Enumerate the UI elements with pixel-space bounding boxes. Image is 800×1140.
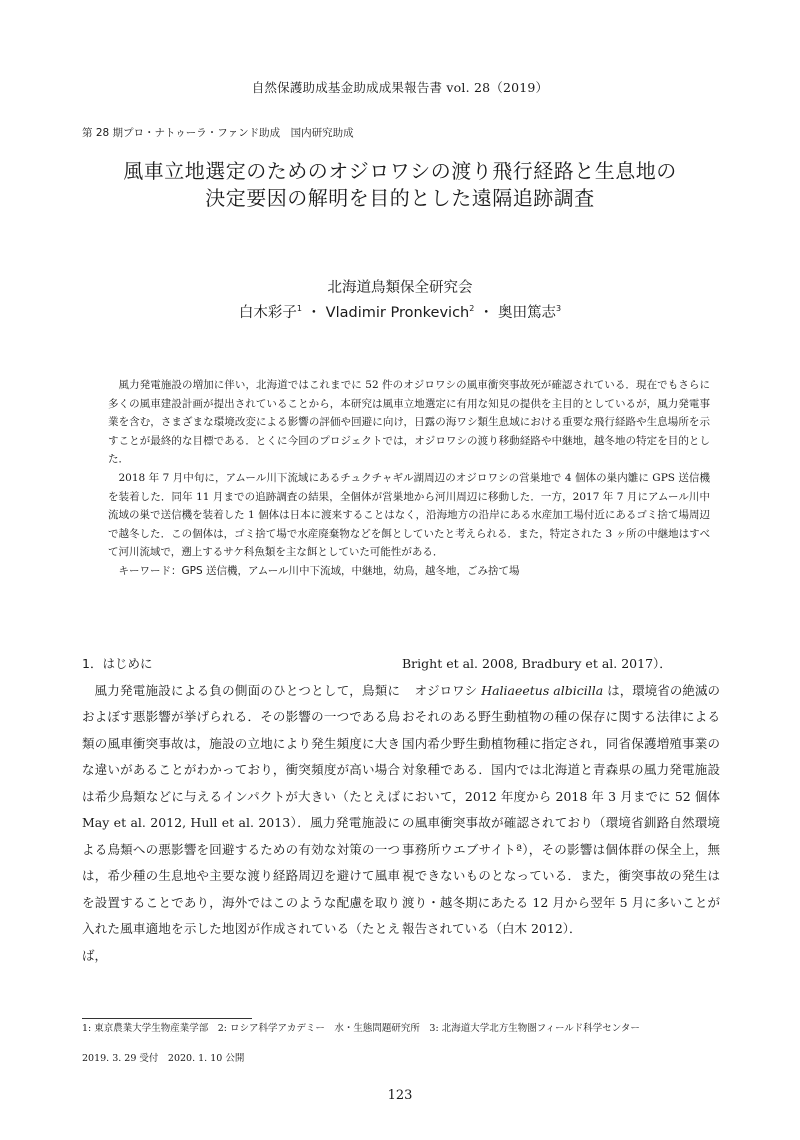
author-name: 奥田篤志 [498, 305, 557, 321]
author-list [0, 301, 800, 322]
article-title [0, 158, 800, 212]
body-column-left [82, 651, 400, 969]
abstract-paragraph-2: 2018 年 7 月中旬に，アムール川下流域にあるチュクチャギル湖周辺のオジロワシの営巣地で 4 個体の巣内雛に GPS 送信機を装着した．同年 11 月までの追跡調査の結果，全個体が営巣地から河川周辺に移動した．一方，2017 年 7 月にアムール川中流域の巣で送信機を装着した 1 個体は日本に渡来することはなく，沿海地方の沿岸にある水産加工場付近にあるゴミ捨て場周辺で越冬した．この個体は，ゴミ捨て場で水産廃棄物などを餌としていたと考えられる．また，特定された 3 ヶ所の中継地はすべて河川流域で，遡上するサケ科魚類を主な餌としていた可能性がある． [108, 471, 710, 559]
affiliation-mark: 1 [296, 304, 302, 314]
grant-program-line: 第 28 期プロ・ナトゥーラ・ファンド助成 国内研究助成 [82, 127, 354, 139]
footnote-rule [82, 1018, 252, 1019]
abstract-paragraph-1: 風力発電施設の増加に伴い，北海道ではこれまでに 52 件のオジロワシの風車衝突事故死が確認されている．現在でもさらに多くの風車建設計画が提出されていることから，本研究は風車立地選定に有用な知見の提供を主目的としているが，風力発電事業を含む，さまざまな環境改変による影響の評価や回避に向け，日露の海ワシ類生息域における重要な飛行経路や生息場所を示すことが最終的な目標である．とくに今回のプロジェクトでは，オジロワシの渡り移動経路や中継地，越冬地の特定を目的とした． [108, 379, 710, 466]
author-separator: ・ [478, 305, 494, 321]
affiliation-mark: 2 [469, 304, 475, 314]
abstract [108, 376, 710, 581]
affiliation-footnote: 1: 東京農業大学生物産業学部 2: ロシア科学アカデミー 水・生態問題研究所 3: 北海道大学北方生物圏フィールド科学センター [82, 1023, 640, 1034]
author-separator: ・ [306, 305, 322, 321]
species-name: Haliaeetus albicilla [481, 682, 604, 698]
body-paragraph [402, 678, 720, 943]
title-line-2: 決定要因の解明を目的とした遠隔追跡調査 [205, 186, 595, 210]
body-column-right [402, 651, 720, 943]
submission-dates: 2019. 3. 29 受付 2020. 1. 10 公開 [82, 1053, 245, 1064]
author-name: Vladimir Pronkevich [325, 305, 470, 321]
body-paragraph: 風力発電施設による負の側面のひとつとして，鳥類におよぼす悪影響が挙げられる．その影響の一つである鳥類の風車衝突事故は，施設の立地により発生頻度に大きな違いがあることがわかっており，衝突頻度が高い場合は希少鳥類などに与えるインパクトが大きい（たとえば May et al. 2012, Hull et al. 2013）．風力発電施設による鳥類への悪影響を回避するための有効な対策の一つは，希少種の生息地や主要な渡り経路周辺を避けて風車を設置することであり，海外ではこのような配慮を取り入れた風車適地を示した地図が作成されている（たとえば， [82, 682, 400, 963]
section-heading: 1．はじめに [82, 656, 153, 671]
body-paragraph-continuation: Bright et al. 2008, Bradbury et al. 2017）． [402, 656, 672, 671]
page-number: 123 [387, 1088, 413, 1103]
text-run: オジロワシ [414, 682, 482, 698]
journal-header: 自然保護助成基金助成成果報告書 vol. 28（2019） [251, 80, 549, 95]
author-name: 白木彩子 [238, 305, 297, 321]
organization: 北海道鳥類保全研究会 [327, 280, 473, 296]
text-run: は，環境省の絶滅のおそれのある野生動植物の種の保存に関する法律による国内希少野生動植物種に指定され，同省保護増殖事業の対象種である．国内では北海道と青森県の風力発電施設において，2012 年度から 2018 年 3 月までに 52 個体の風車衝突事故が確認されており（環境省釧路自然環境事務所ウエブサイトª），その影響は個体群の保全上，無視できないものとなっている．また，衝突事故の発生は渡り・越冬期にあたる 12 月から翌年 5 月に多いことが報告されている（白木 2012）． [402, 682, 720, 936]
keywords: キーワード：GPS 送信機，アムール川中下流域，中継地，幼鳥，越冬地，ごみ捨て場 [118, 564, 520, 577]
affiliation-mark: 3 [556, 304, 562, 314]
title-line-1: 風車立地選定のためのオジロワシの渡り飛行経路と生息地の [123, 159, 677, 183]
